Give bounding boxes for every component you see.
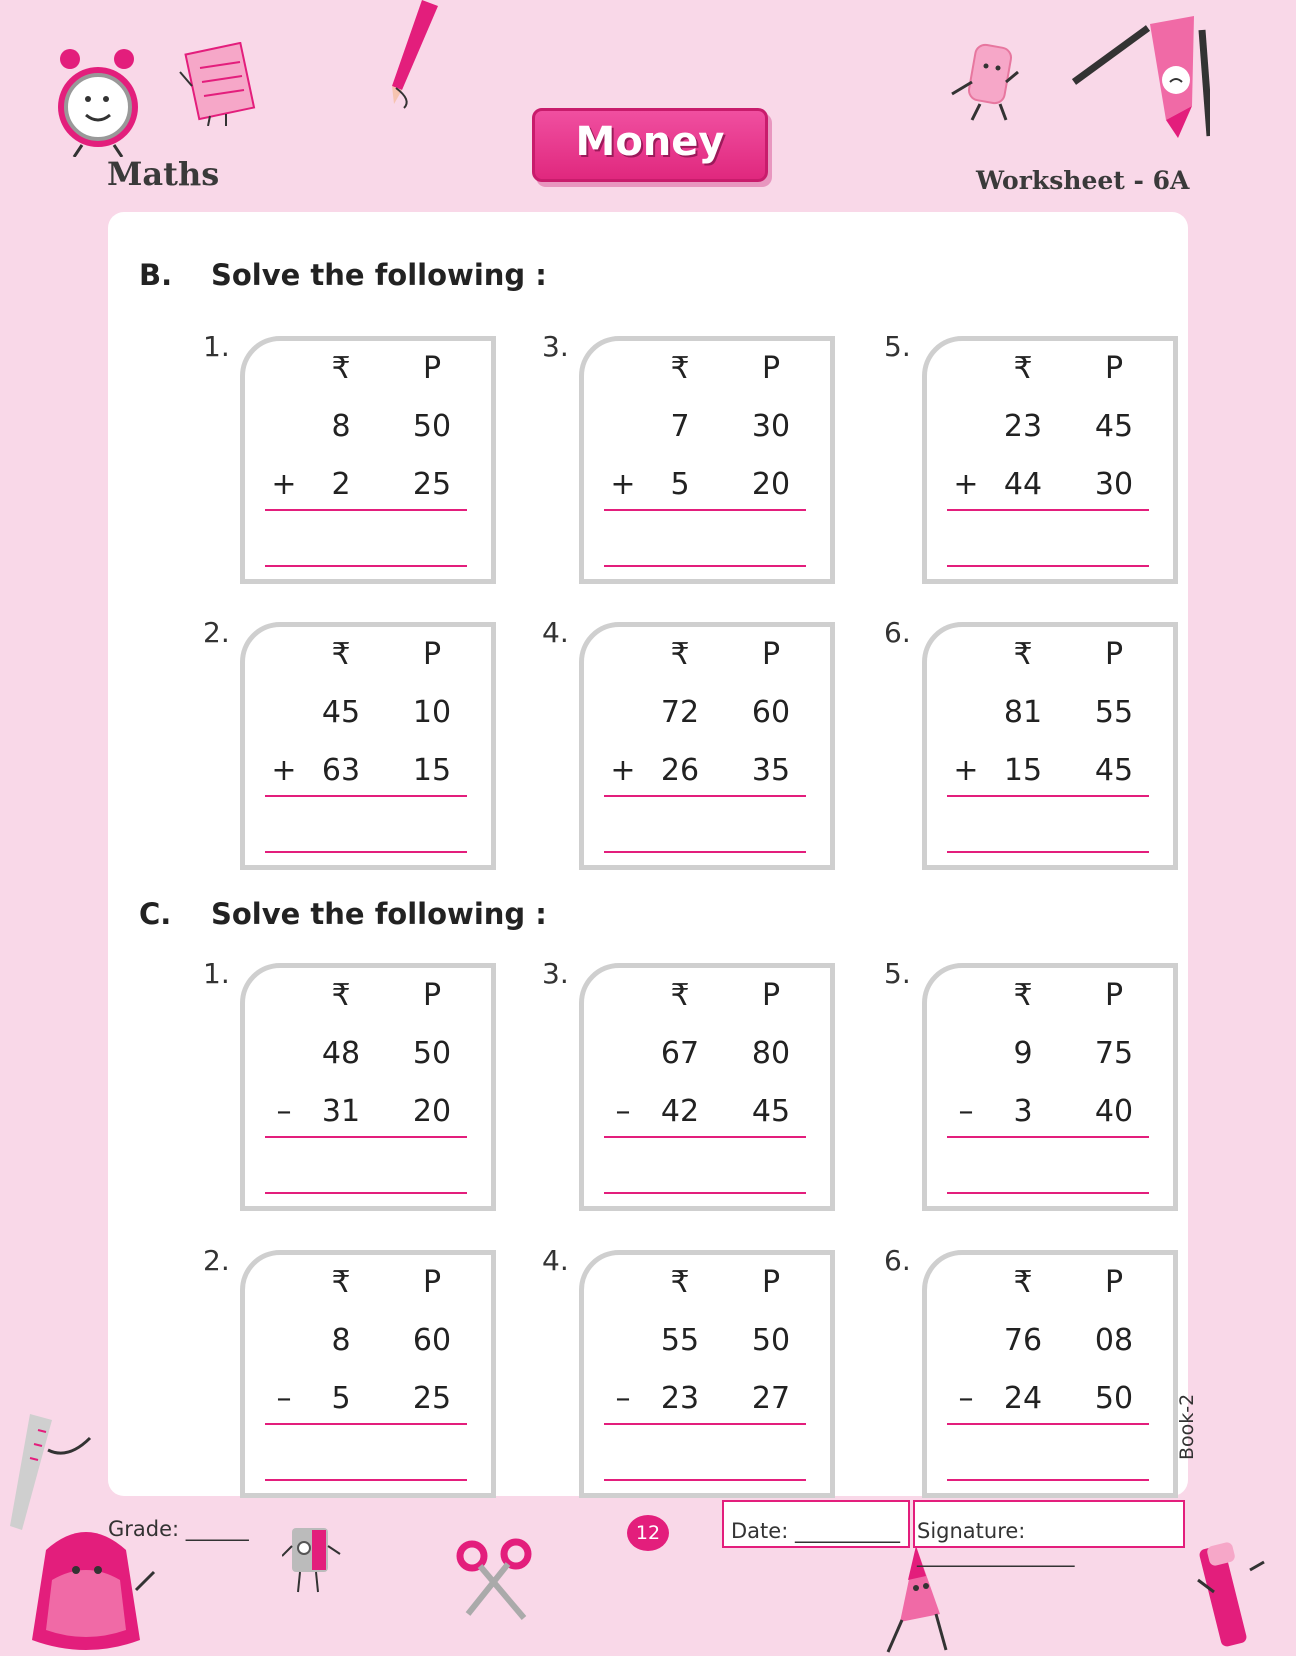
scissors-icon [454,1536,536,1620]
rupee-symbol: ₹ [331,351,351,386]
problem-number: 3. [542,957,569,990]
paise-symbol: P [1104,351,1124,386]
paise-first: 50 [751,1323,791,1358]
paise-second: 30 [1094,467,1134,502]
rupees-first: 8 [331,409,351,444]
paise-symbol: P [1104,637,1124,672]
rupees-second: 23 [660,1381,700,1416]
paise-first: 10 [412,695,452,730]
problem-box [922,1250,1178,1498]
rupee-symbol: ₹ [331,637,351,672]
subject-label: Maths [107,155,220,193]
alarm-clock-icon [52,45,148,157]
paise-second: 25 [412,467,452,502]
rupee-symbol: ₹ [670,978,690,1013]
rupees-second: 3 [1013,1094,1033,1129]
rupee-symbol: ₹ [670,1265,690,1300]
rupee-symbol: ₹ [670,351,690,386]
paise-symbol: P [761,637,781,672]
sharpener-icon [282,1522,342,1594]
paise-first: 50 [412,409,452,444]
paise-symbol: P [422,978,442,1013]
problem-box [240,336,496,584]
problem-number: 5. [884,957,911,990]
answer-line[interactable] [604,851,806,853]
problem-box [922,622,1178,870]
problem-number: 2. [203,1244,230,1277]
paise-second: 35 [751,753,791,788]
rupees-second: 5 [331,1381,351,1416]
rupees-second: 15 [1003,753,1043,788]
answer-line[interactable] [947,565,1149,567]
signature-field[interactable]: Signature: _______________ [917,1519,1075,1567]
paise-symbol: P [761,978,781,1013]
operator: + [953,467,979,502]
paise-second: 15 [412,753,452,788]
paise-second: 45 [751,1094,791,1129]
section-c-instruction: Solve the following : [211,897,547,931]
paise-second: 50 [1094,1381,1134,1416]
paise-symbol: P [422,1265,442,1300]
operator: – [958,1381,974,1416]
rupees-second: 63 [321,753,361,788]
sum-line [947,1423,1149,1425]
operator: – [276,1094,292,1129]
problem-number: 6. [884,616,911,649]
rupees-first: 9 [1013,1036,1033,1071]
paise-symbol: P [422,637,442,672]
answer-line[interactable] [947,1479,1149,1481]
sum-line [604,509,806,511]
paise-symbol: P [1104,978,1124,1013]
paise-second: 40 [1094,1094,1134,1129]
paise-first: 75 [1094,1036,1134,1071]
sum-line [947,1136,1149,1138]
paise-second: 27 [751,1381,791,1416]
sum-line [947,795,1149,797]
answer-line[interactable] [265,565,467,567]
paise-first: 45 [1094,409,1134,444]
answer-line[interactable] [604,1192,806,1194]
problem-box [240,622,496,870]
problem-box [240,963,496,1211]
problem-number: 4. [542,1244,569,1277]
date-box[interactable] [722,1500,910,1548]
paise-first: 08 [1094,1323,1134,1358]
sum-line [947,509,1149,511]
problem-box [922,963,1178,1211]
worksheet-label: Worksheet - 6A [976,166,1190,195]
rupee-symbol: ₹ [1013,978,1033,1013]
rupees-first: 7 [670,409,690,444]
section-b-letter: B. [139,258,173,292]
section-b-instruction: Solve the following : [211,258,547,292]
rupee-symbol: ₹ [1013,351,1033,386]
problem-number: 5. [884,330,911,363]
problem-box [579,622,835,870]
rupees-second: 24 [1003,1381,1043,1416]
rupees-first: 67 [660,1036,700,1071]
compass-icon [1070,10,1210,140]
pencil-icon [382,0,442,110]
sum-line [265,795,467,797]
rupees-first: 48 [321,1036,361,1071]
book-tag: Book-2 [1176,1393,1198,1460]
paise-first: 50 [412,1036,452,1071]
problem-box [579,1250,835,1498]
sum-line [265,1423,467,1425]
sum-line [604,1423,806,1425]
answer-line[interactable] [265,1479,467,1481]
sum-line [265,509,467,511]
eraser-icon [944,42,1024,122]
problem-number: 2. [203,616,230,649]
problem-number: 3. [542,330,569,363]
rupees-first: 23 [1003,409,1043,444]
problem-box [579,336,835,584]
paise-first: 60 [412,1323,452,1358]
rupee-symbol: ₹ [1013,1265,1033,1300]
problem-box [579,963,835,1211]
answer-line[interactable] [265,851,467,853]
operator: + [953,753,979,788]
operator: – [276,1381,292,1416]
rupees-second: 44 [1003,467,1043,502]
rupees-first: 76 [1003,1323,1043,1358]
problem-number: 6. [884,1244,911,1277]
problem-number: 1. [203,957,230,990]
paise-symbol: P [761,351,781,386]
answer-line[interactable] [604,1479,806,1481]
operator: – [615,1381,631,1416]
paise-second: 25 [412,1381,452,1416]
paise-first: 30 [751,409,791,444]
paise-second: 45 [1094,753,1134,788]
sum-line [604,1136,806,1138]
answer-line[interactable] [947,851,1149,853]
page-number-badge: 12 [627,1515,669,1551]
problem-number: 1. [203,330,230,363]
paise-first: 60 [751,695,791,730]
date-field[interactable]: Date: __________ [731,1519,900,1543]
rupee-symbol: ₹ [1013,637,1033,672]
rupees-second: 26 [660,753,700,788]
operator: + [610,467,636,502]
paise-symbol: P [1104,1265,1124,1300]
rupees-first: 8 [331,1323,351,1358]
operator: + [271,467,297,502]
paise-symbol: P [422,351,442,386]
signature-box[interactable] [913,1500,1185,1567]
paise-symbol: P [761,1265,781,1300]
grade-field[interactable]: Grade: ______ [108,1517,249,1541]
answer-line[interactable] [947,1192,1149,1194]
paise-second: 20 [412,1094,452,1129]
rupees-first: 55 [660,1323,700,1358]
pen-icon [1190,1540,1270,1656]
paise-second: 20 [751,467,791,502]
problem-box [240,1250,496,1498]
rupees-second: 31 [321,1094,361,1129]
operator: – [615,1094,631,1129]
rupees-second: 2 [331,467,351,502]
paise-first: 80 [751,1036,791,1071]
rupee-symbol: ₹ [331,978,351,1013]
answer-line[interactable] [604,565,806,567]
ruler-icon [8,1410,92,1530]
rupee-symbol: ₹ [670,637,690,672]
answer-line[interactable] [265,1192,467,1194]
rupee-symbol: ₹ [331,1265,351,1300]
rupees-first: 72 [660,695,700,730]
problem-number: 4. [542,616,569,649]
sum-line [265,1136,467,1138]
operator: + [271,753,297,788]
problem-box [922,336,1178,584]
rupees-second: 5 [670,467,690,502]
section-c-letter: C. [139,897,172,931]
operator: + [610,753,636,788]
page-title: Money [575,119,725,165]
rupees-first: 81 [1003,695,1043,730]
sum-line [604,795,806,797]
paise-first: 55 [1094,695,1134,730]
rupees-second: 42 [660,1094,700,1129]
title-banner [532,108,768,182]
notepad-icon [178,42,262,126]
operator: – [958,1094,974,1129]
rupees-first: 45 [321,695,361,730]
